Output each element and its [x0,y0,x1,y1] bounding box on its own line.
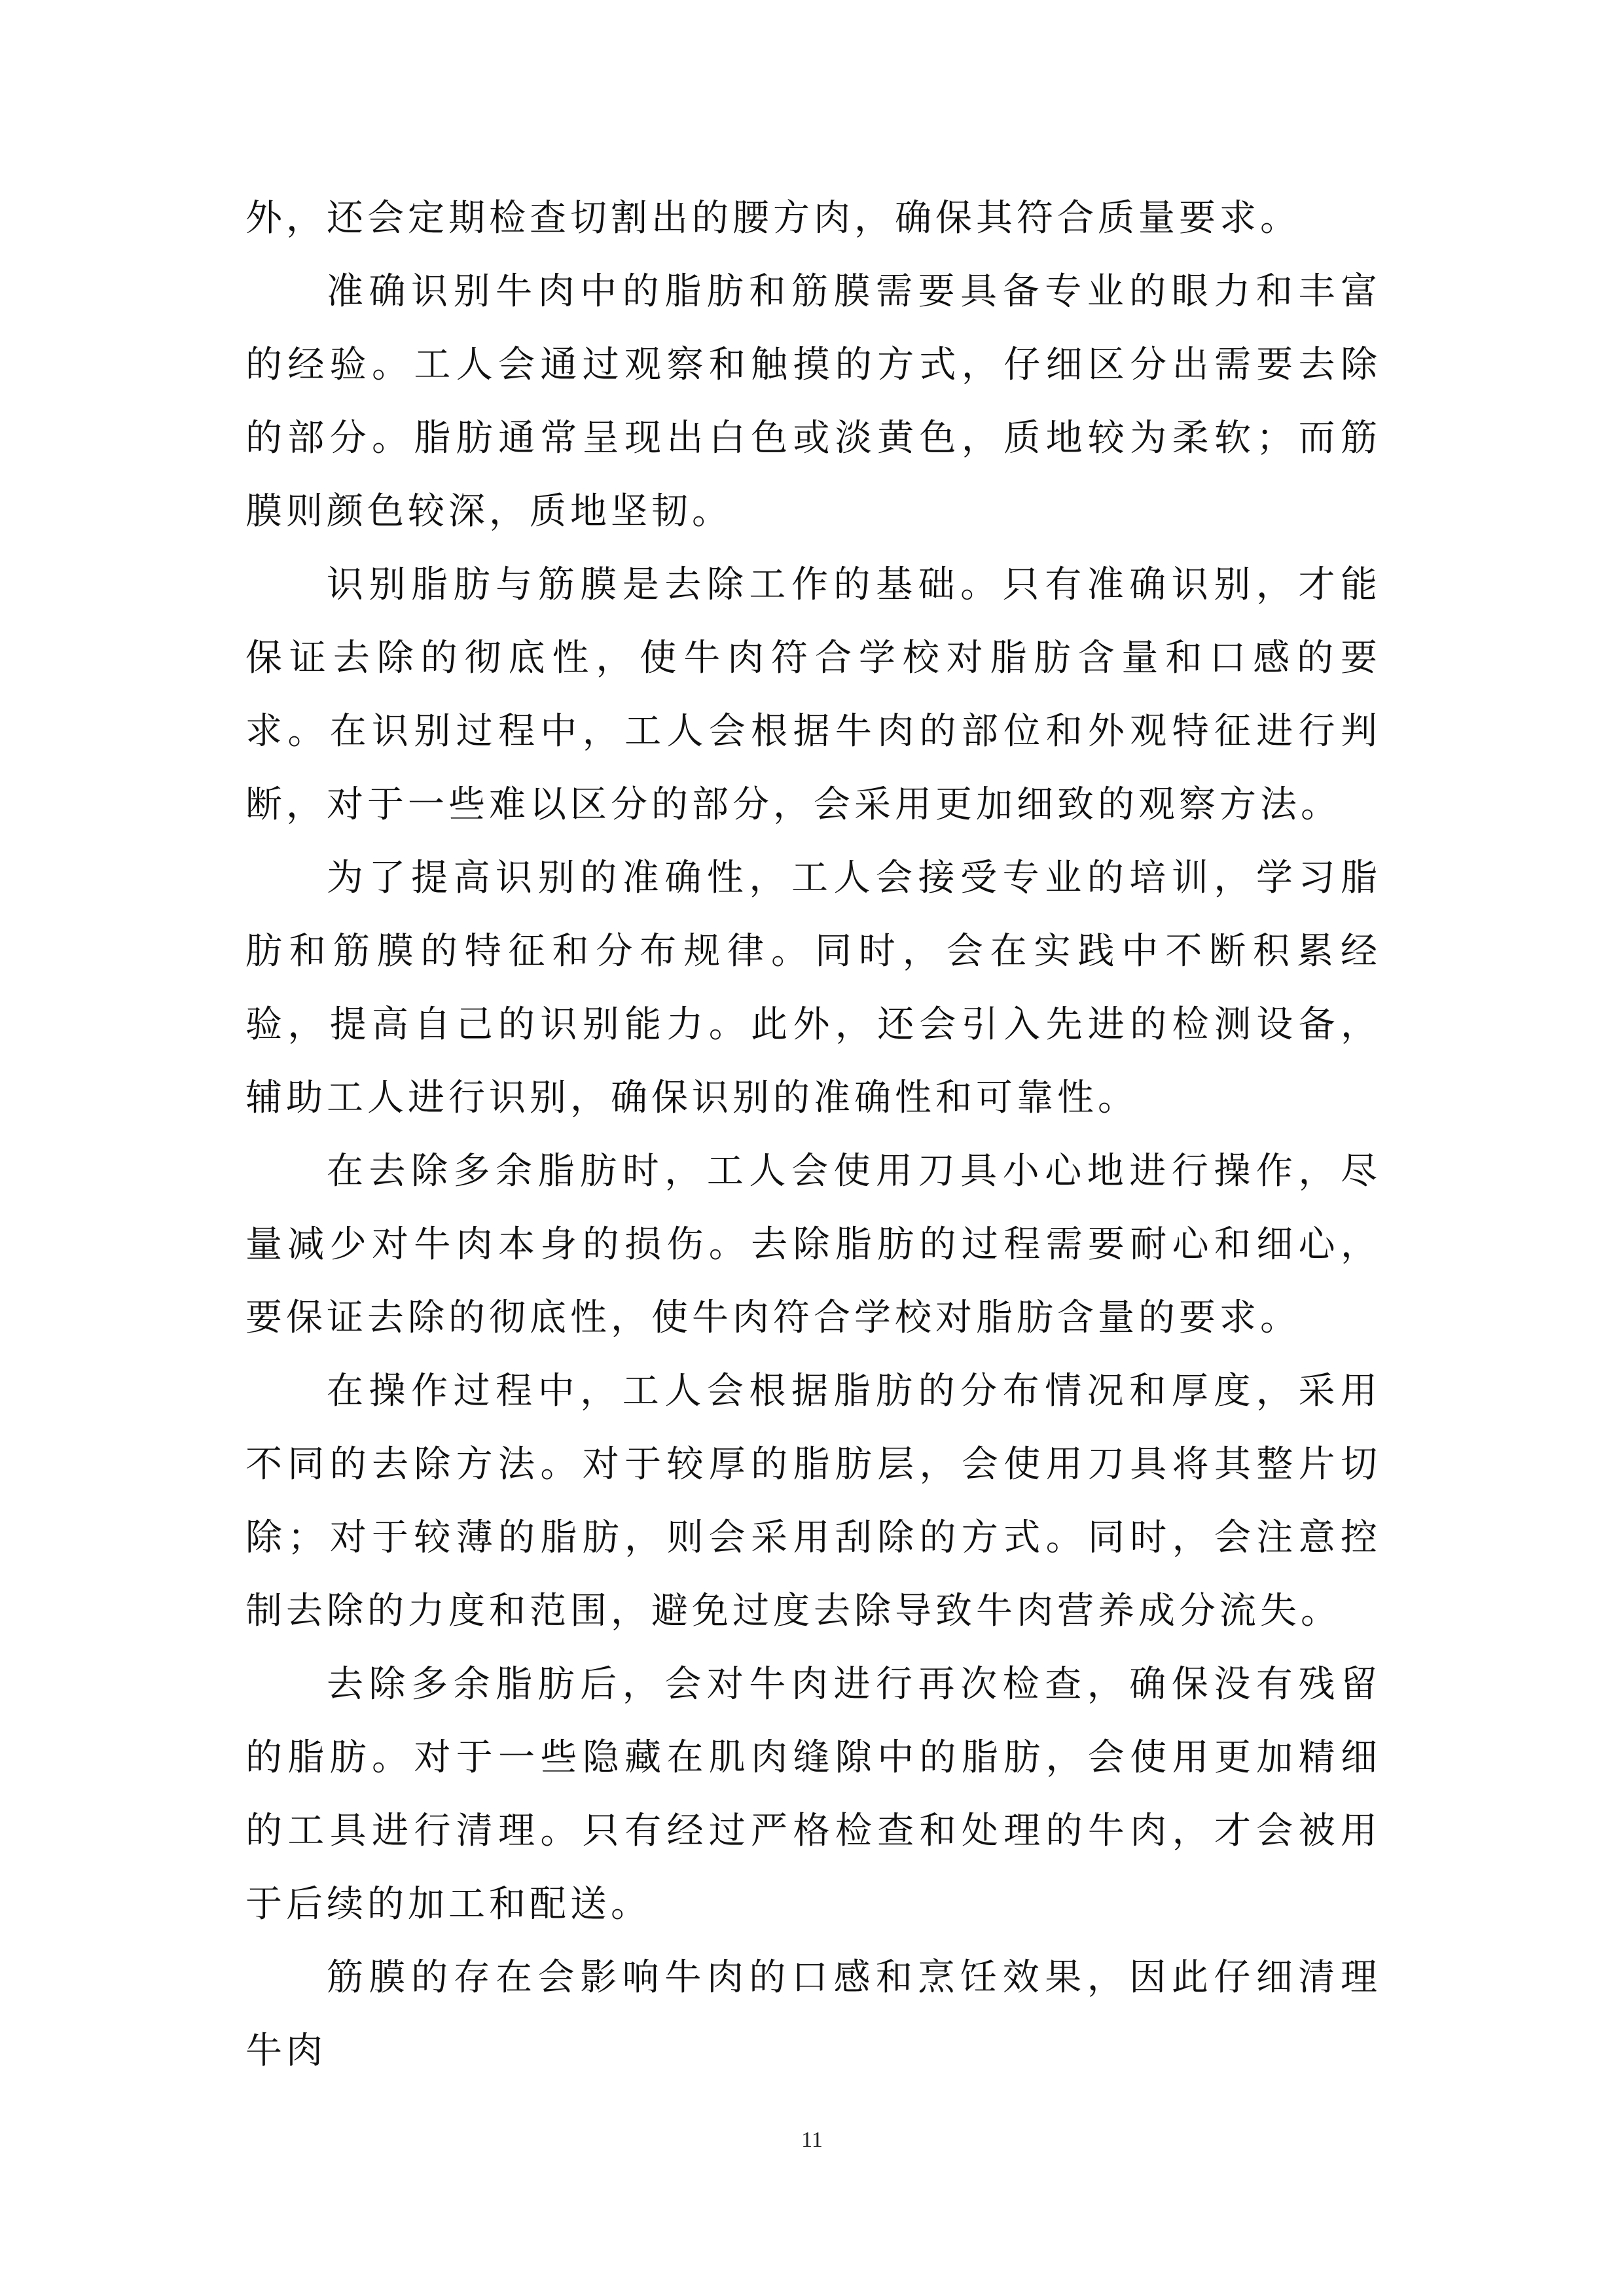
paragraph-continued: 外，还会定期检查切割出的腰方肉，确保其符合质量要求。 [245,197,1301,240]
paragraph: 为了提高识别的准确性，工人会接受专业的培训，学习脂肪和筋膜的特征和分布规律。同时，会在实践中不断积累经验，提高自己的识别能力。此外，还会引入先进的检测设备，辅助工人进行识别，确保识别的准确性和可靠性。 [245,857,1381,1119]
paragraph: 准确识别牛肉中的脂肪和筋膜需要具备专业的眼力和丰富的经验。工人会通过观察和触摸的方式，仔细区分出需要去除的部分。脂肪通常呈现出白色或淡黄色，质地较为柔软；而筋膜则颜色较深，质地坚韧。 [245,270,1381,533]
paragraph: 识别脂肪与筋膜是去除工作的基础。只有准确识别，才能保证去除的彻底性，使牛肉符合学校对脂肪含量和口感的要求。在识别过程中，工人会根据牛肉的部位和外观特征进行判断，对于一些难以区分的部分，会采用更加细致的观察方法。 [245,564,1381,826]
paragraph: 筋膜的存在会影响牛肉的口感和烹饪效果，因此仔细清理牛肉 [245,1956,1381,2072]
paragraph: 在去除多余脂肪时，工人会使用刀具小心地进行操作，尽量减少对牛肉本身的损伤。去除脂肪的过程需要耐心和细心，要保证去除的彻底性，使牛肉符合学校对脂肪含量的要求。 [245,1150,1381,1339]
page-number: 11 [801,2128,823,2152]
paragraph: 在操作过程中，工人会根据脂肪的分布情况和厚度，采用不同的去除方法。对于较厚的脂肪层，会使用刀具将其整片切除；对于较薄的脂肪，则会采用刮除的方式。同时，会注意控制去除的力度和范围，避免过度去除导致牛肉营养成分流失。 [245,1370,1381,1632]
body-text [245,182,1381,2088]
paragraph: 去除多余脂肪后，会对牛肉进行再次检查，确保没有残留的脂肪。对于一些隐藏在肌肉缝隙中的脂肪，会使用更加精细的工具进行清理。只有经过严格检查和处理的牛肉，才会被用于后续的加工和配送。 [245,1663,1381,1926]
